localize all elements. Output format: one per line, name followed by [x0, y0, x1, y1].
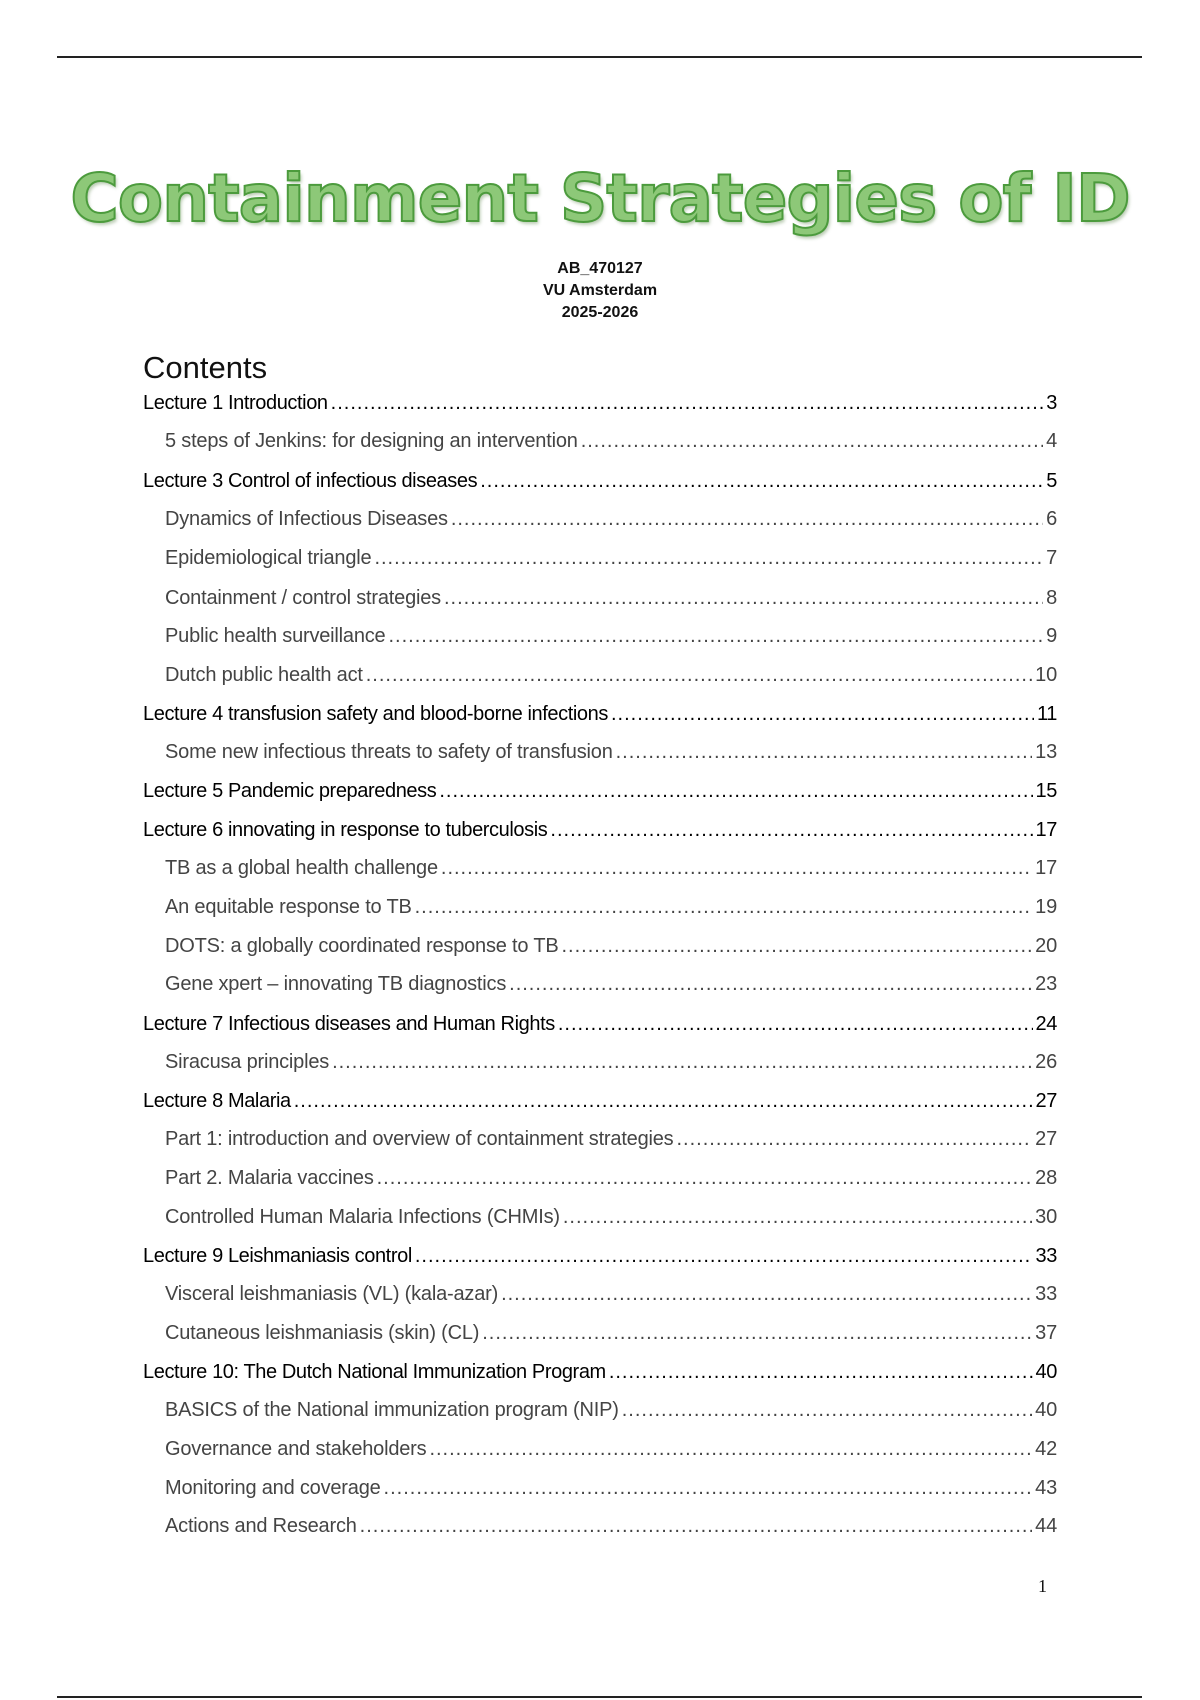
- toc-entry-label: Lecture 9 Leishmaniasis control: [143, 1245, 412, 1267]
- toc-entry[interactable]: [143, 1128, 1057, 1154]
- toc-dot-leader: [439, 780, 1032, 803]
- toc-entry-page: 6: [1046, 508, 1057, 530]
- toc-dot-leader: [429, 1438, 1032, 1461]
- toc-entry[interactable]: [143, 1245, 1057, 1271]
- toc-entry-label: Lecture 10: The Dutch National Immunization Program: [143, 1361, 606, 1383]
- toc-entry-label: Lecture 1 Introduction: [143, 392, 328, 414]
- toc-dot-leader: [366, 664, 1032, 687]
- toc-entry-label: Lecture 5 Pandemic preparedness: [143, 780, 437, 802]
- toc-entry[interactable]: [143, 664, 1057, 690]
- toc-entry-label: An equitable response to TB: [165, 896, 412, 918]
- toc-entry-page: 24: [1035, 1013, 1057, 1035]
- toc-entry-page: 26: [1035, 1051, 1057, 1073]
- toc-entry-page: 33: [1035, 1283, 1057, 1305]
- toc-dot-leader: [550, 819, 1032, 842]
- toc-entry-page: 42: [1035, 1438, 1057, 1460]
- toc-entry-page: 40: [1035, 1399, 1057, 1421]
- toc-entry-label: Siracusa principles: [165, 1051, 330, 1073]
- toc-dot-leader: [415, 896, 1033, 919]
- toc-entry-label: Lecture 4 transfusion safety and blood-borne infections: [143, 703, 608, 725]
- toc-entry[interactable]: [143, 1322, 1057, 1348]
- toc-entry[interactable]: [143, 547, 1057, 573]
- bottom-rule: [57, 1696, 1142, 1698]
- toc-entry[interactable]: [143, 430, 1057, 456]
- toc-entry-label: Containment / control strategies: [165, 587, 441, 609]
- toc-entry[interactable]: [143, 1361, 1057, 1387]
- toc-dot-leader: [563, 1206, 1032, 1229]
- toc-entry-page: 28: [1035, 1167, 1057, 1189]
- toc-entry-label: Governance and stakeholders: [165, 1438, 427, 1460]
- toc-entry-label: BASICS of the National immunization program (NIP): [165, 1399, 619, 1421]
- toc-dot-leader: [415, 1245, 1033, 1268]
- toc-entry[interactable]: [143, 703, 1057, 729]
- toc-entry[interactable]: [143, 1206, 1057, 1232]
- top-rule: [57, 56, 1142, 58]
- toc-entry[interactable]: [143, 741, 1057, 767]
- toc-dot-leader: [441, 857, 1032, 880]
- toc-entry-label: DOTS: a globally coordinated response to TB: [165, 935, 559, 957]
- toc-entry-label: Controlled Human Malaria Infections (CHMIs): [165, 1206, 560, 1228]
- toc-entry-page: 20: [1035, 935, 1057, 957]
- toc-dot-leader: [331, 392, 1044, 415]
- toc-entry-page: 33: [1035, 1245, 1057, 1267]
- toc-entry-page: 17: [1035, 819, 1057, 841]
- toc-dot-leader: [374, 547, 1043, 570]
- toc-entry-page: 17: [1035, 857, 1057, 879]
- toc-dot-leader: [360, 1515, 1032, 1538]
- toc-entry[interactable]: [143, 1090, 1057, 1116]
- toc-entry-page: 19: [1035, 896, 1057, 918]
- toc-entry[interactable]: [143, 470, 1057, 496]
- toc-entry-page: 44: [1035, 1515, 1057, 1537]
- toc-dot-leader: [561, 935, 1032, 958]
- toc-entry-label: Part 1: introduction and overview of containment strategies: [165, 1128, 674, 1150]
- toc-dot-leader: [482, 1322, 1032, 1345]
- toc-entry-label: Dynamics of Infectious Diseases: [165, 508, 448, 530]
- institution: VU Amsterdam: [542, 282, 658, 299]
- toc-entry-page: 27: [1035, 1128, 1057, 1150]
- toc-entry[interactable]: [143, 780, 1057, 806]
- toc-entry-label: Lecture 3 Control of infectious diseases: [143, 470, 478, 492]
- toc-entry-label: Lecture 8 Malaria: [143, 1090, 291, 1112]
- toc-entry-page: 8: [1046, 587, 1057, 609]
- toc-dot-leader: [384, 1477, 1033, 1500]
- toc-entry-page: 3: [1046, 392, 1057, 414]
- toc-entry-page: 7: [1046, 547, 1057, 569]
- toc-entry[interactable]: [143, 392, 1057, 418]
- page-number: 1: [1038, 1576, 1047, 1596]
- toc-dot-leader: [611, 703, 1034, 726]
- toc-dot-leader: [676, 1128, 1032, 1151]
- toc-entry-page: 40: [1035, 1361, 1057, 1383]
- toc-dot-leader: [480, 470, 1043, 493]
- academic-year: 2025-2026: [561, 304, 639, 321]
- toc-dot-leader: [616, 741, 1033, 764]
- contents-heading: Contents: [143, 350, 268, 385]
- toc-dot-leader: [388, 625, 1043, 648]
- toc-entry-label: Monitoring and coverage: [165, 1477, 381, 1499]
- toc-dot-leader: [451, 508, 1043, 531]
- toc-dot-leader: [581, 430, 1043, 453]
- toc-entry-label: Epidemiological triangle: [165, 547, 372, 569]
- toc-entry[interactable]: [143, 1477, 1057, 1503]
- toc-entry-page: 43: [1035, 1477, 1057, 1499]
- toc-entry-page: 30: [1035, 1206, 1057, 1228]
- toc-entry[interactable]: [143, 1167, 1057, 1193]
- toc-entry[interactable]: [143, 973, 1057, 999]
- toc-entry-page: 5: [1046, 470, 1057, 492]
- toc-entry[interactable]: [143, 896, 1057, 922]
- toc-entry-label: Gene xpert – innovating TB diagnostics: [165, 973, 507, 995]
- toc-dot-leader: [609, 1361, 1033, 1384]
- toc-entry-page: 15: [1035, 780, 1057, 802]
- toc-entry[interactable]: [143, 625, 1057, 651]
- toc-entry-page: 10: [1035, 664, 1057, 686]
- toc-entry[interactable]: [143, 508, 1057, 534]
- toc-dot-leader: [377, 1167, 1033, 1190]
- toc-entry-page: 13: [1035, 741, 1057, 763]
- toc-entry-page: 37: [1035, 1322, 1057, 1344]
- toc-entry-label: 5 steps of Jenkins: for designing an intervention: [165, 430, 578, 452]
- toc-entry[interactable]: [143, 1283, 1057, 1309]
- toc-entry[interactable]: [143, 1013, 1057, 1039]
- document-title: Containment Strategies of ID: [70, 160, 1130, 237]
- toc-entry-label: Public health surveillance: [165, 625, 386, 647]
- toc-entry[interactable]: [143, 1438, 1057, 1464]
- toc-entry-label: Cutaneous leishmaniasis (skin) (CL): [165, 1322, 480, 1344]
- toc-entry[interactable]: [143, 1515, 1057, 1541]
- toc-entry[interactable]: [143, 819, 1057, 845]
- toc-entry-label: Some new infectious threats to safety of transfusion: [165, 741, 613, 763]
- toc-entry[interactable]: [143, 587, 1057, 613]
- toc-entry-label: Dutch public health act: [165, 664, 363, 686]
- toc-entry-page: 11: [1037, 703, 1057, 725]
- toc-entry-page: 9: [1046, 625, 1057, 647]
- toc-entry-page: 27: [1035, 1090, 1057, 1112]
- toc-dot-leader: [332, 1051, 1032, 1074]
- toc-entry[interactable]: [143, 935, 1057, 961]
- toc-entry-label: Visceral leishmaniasis (VL) (kala-azar): [165, 1283, 499, 1305]
- toc-entry-label: Lecture 7 Infectious diseases and Human Rights: [143, 1013, 555, 1035]
- toc-entry-label: TB as a global health challenge: [165, 857, 438, 879]
- document-meta: [0, 258, 1200, 324]
- toc-dot-leader: [294, 1090, 1033, 1113]
- toc-entry-page: 4: [1046, 430, 1057, 452]
- toc-entry[interactable]: [143, 1399, 1057, 1425]
- toc-dot-leader: [558, 1013, 1033, 1036]
- toc-entry-label: Lecture 6 innovating in response to tuberculosis: [143, 819, 548, 841]
- toc-dot-leader: [509, 973, 1032, 996]
- toc-entry[interactable]: [143, 857, 1057, 883]
- toc-entry-page: 23: [1035, 973, 1057, 995]
- toc-dot-leader: [501, 1283, 1032, 1306]
- toc-entry-label: Actions and Research: [165, 1515, 357, 1537]
- toc-dot-leader: [622, 1399, 1032, 1422]
- toc-entry[interactable]: [143, 1051, 1057, 1077]
- course-code: AB_470127: [557, 260, 643, 277]
- toc-entry-label: Part 2. Malaria vaccines: [165, 1167, 374, 1189]
- toc-dot-leader: [444, 587, 1043, 610]
